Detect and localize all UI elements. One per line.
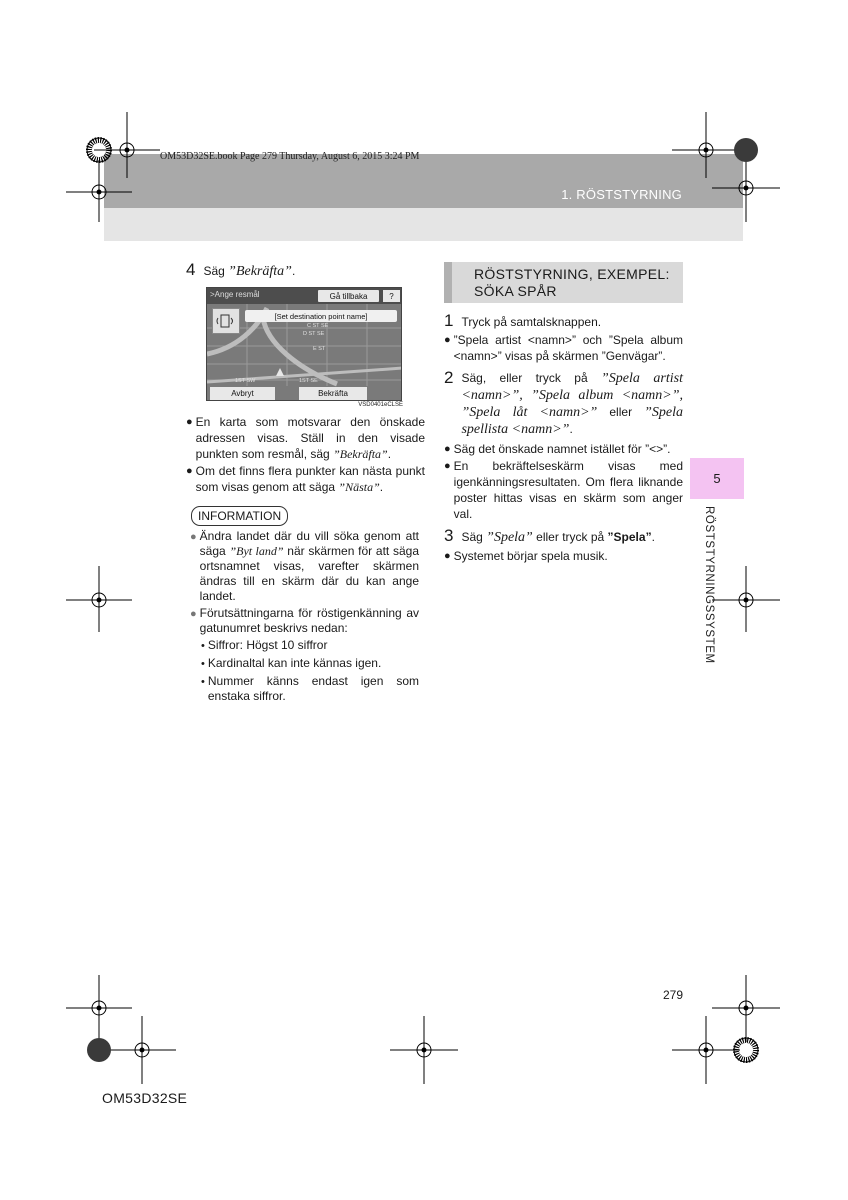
section-heading bbox=[444, 262, 683, 303]
sub-bullet-icon: • bbox=[201, 676, 205, 688]
voice-prompt: [Set destination point name] bbox=[245, 310, 397, 322]
section-title: 1. RÖSTSTYRNING bbox=[561, 187, 682, 202]
step-end: . bbox=[291, 264, 296, 278]
back-button[interactable]: Gå tillbaka bbox=[318, 290, 379, 302]
sub-item bbox=[201, 638, 419, 654]
step-text-mid: eller bbox=[597, 405, 645, 419]
step-voice-commands: ”Spela artist <namn>”, ”Spela album <namn>”, ”Spela låt <namn>” bbox=[461, 371, 683, 420]
sub-item bbox=[201, 656, 419, 672]
step-text: Säg, eller tryck på bbox=[461, 371, 601, 385]
sub-bullet-icon: • bbox=[201, 658, 205, 670]
info-item bbox=[190, 529, 419, 604]
info-text: Förutsättningarna för röstigenkänning av gatunumret beskrivs nedan: bbox=[199, 606, 419, 635]
bullet-item bbox=[444, 458, 683, 522]
info-text-end: när skärmen för att säga ortsnamnet visas, varefter skärmen ändras till en skärm där du kan ange landet. bbox=[199, 544, 420, 603]
info-text: Ändra landet där du vill söka genom att säga bbox=[199, 529, 419, 558]
book-info-line: OM53D32SE.book Page 279 Thursday, August 6, 2015 3:24 PM bbox=[160, 151, 420, 162]
step-3 bbox=[444, 528, 683, 546]
step-voice-command: ”Spela” bbox=[486, 530, 533, 545]
step-end: . bbox=[651, 530, 655, 544]
figure-code: VSD0401eCLSE bbox=[358, 402, 403, 408]
step-number: 4 bbox=[186, 260, 196, 279]
street-label: D ST SE bbox=[303, 331, 325, 337]
bullet-text: Säg det önskade namnet istället för ”<>”. bbox=[453, 442, 671, 456]
navigation-screen bbox=[206, 287, 402, 401]
bullet-item bbox=[444, 332, 683, 364]
information-content bbox=[190, 529, 419, 704]
bullet-item bbox=[186, 463, 425, 495]
bullet-text: Systemet börjar spela musik. bbox=[453, 549, 608, 563]
document-code: OM53D32SE bbox=[102, 1090, 188, 1106]
bullet-icon: ● bbox=[190, 531, 197, 543]
bullet-text: Om det finns flera punkter kan nästa punkt som visas genom att säga bbox=[195, 464, 425, 494]
bullet-icon: ● bbox=[444, 443, 451, 455]
left-bullets bbox=[186, 414, 425, 495]
heading-line-1: RÖSTSTYRNING, EXEMPEL: bbox=[474, 266, 670, 282]
cancel-button[interactable]: Avbryt bbox=[210, 387, 275, 400]
bullet-icon: ● bbox=[444, 460, 451, 472]
address-field[interactable]: >Ange resmål bbox=[210, 290, 260, 299]
street-label: C ST SE bbox=[307, 323, 329, 329]
bullet-voice-command: ”Nästa” bbox=[338, 480, 380, 494]
step-4 bbox=[186, 262, 426, 280]
step-text: Tryck på samtalsknappen. bbox=[461, 315, 602, 329]
information-label: INFORMATION bbox=[191, 506, 288, 526]
step-button-name: ”Spela” bbox=[607, 530, 652, 544]
bullet-voice-command: ”Bekräfta” bbox=[333, 447, 388, 461]
voice-icon[interactable] bbox=[212, 308, 240, 334]
sub-item bbox=[201, 674, 419, 704]
step-number: 3 bbox=[444, 526, 454, 545]
map-graphic bbox=[207, 288, 402, 401]
sub-item-text: Nummer känns endast igen som enstaka siffror. bbox=[207, 674, 419, 703]
step-voice-command: ”Bekräfta” bbox=[228, 264, 292, 279]
sub-item-text: Kardinaltal kan inte kännas igen. bbox=[207, 656, 382, 670]
bullet-icon: ● bbox=[186, 465, 193, 477]
step-text: Säg bbox=[461, 530, 487, 544]
step-number: 2 bbox=[444, 368, 454, 387]
street-label: 1ST SE bbox=[299, 378, 318, 384]
step-end: . bbox=[569, 422, 573, 436]
step-text: Säg bbox=[203, 264, 229, 278]
bullet-text: ”Spela artist <namn>” och ”Spela album <namn>” visas på skärmen ”Genvägar”. bbox=[453, 333, 683, 363]
bullet-icon: ● bbox=[186, 416, 193, 428]
sub-list bbox=[190, 638, 419, 704]
info-voice-command: ”Byt land” bbox=[229, 544, 284, 558]
bullet-item bbox=[186, 414, 425, 462]
bullet-icon: ● bbox=[444, 334, 451, 346]
bullet-icon: ● bbox=[190, 608, 197, 620]
step-voice-command-2: ”Spela spellista <namn>” bbox=[461, 405, 683, 437]
bullet-item bbox=[444, 548, 683, 564]
help-button[interactable]: ? bbox=[383, 290, 400, 302]
sub-item-text: Siffror: Högst 10 siffror bbox=[207, 638, 328, 652]
right-steps bbox=[444, 313, 683, 564]
step-number: 1 bbox=[444, 311, 454, 330]
chapter-tab-number: 5 bbox=[713, 471, 721, 486]
heading-line-2: SÖKA SPÅR bbox=[474, 283, 557, 299]
bullet-end: . bbox=[387, 447, 392, 461]
page-number: 279 bbox=[663, 988, 684, 1002]
bullet-end: . bbox=[379, 480, 384, 494]
bullet-item bbox=[444, 441, 683, 457]
confirm-button[interactable]: Bekräfta bbox=[299, 387, 367, 400]
chapter-side-label: RÖSTSTYRNINGSSYSTEM bbox=[703, 506, 715, 664]
street-label: 1ST SW bbox=[235, 378, 256, 384]
step-1 bbox=[444, 313, 683, 330]
heading-accent-bar bbox=[444, 262, 452, 303]
street-label: E ST bbox=[313, 346, 326, 352]
sub-bullet-icon: • bbox=[201, 640, 205, 652]
info-item bbox=[190, 606, 419, 636]
bullet-text: En karta som motsvarar den önskade adressen visas. Ställ in den visade punkten som resmål, säg bbox=[195, 415, 425, 461]
step-2 bbox=[444, 370, 683, 438]
bullet-text: En bekräftelseskärm visas med igenkänningsresultaten. Om flera liknande poster hittas visas en skärm som anger val. bbox=[453, 459, 683, 521]
bullet-icon: ● bbox=[444, 550, 451, 562]
step-text-mid: eller tryck på bbox=[532, 530, 608, 544]
